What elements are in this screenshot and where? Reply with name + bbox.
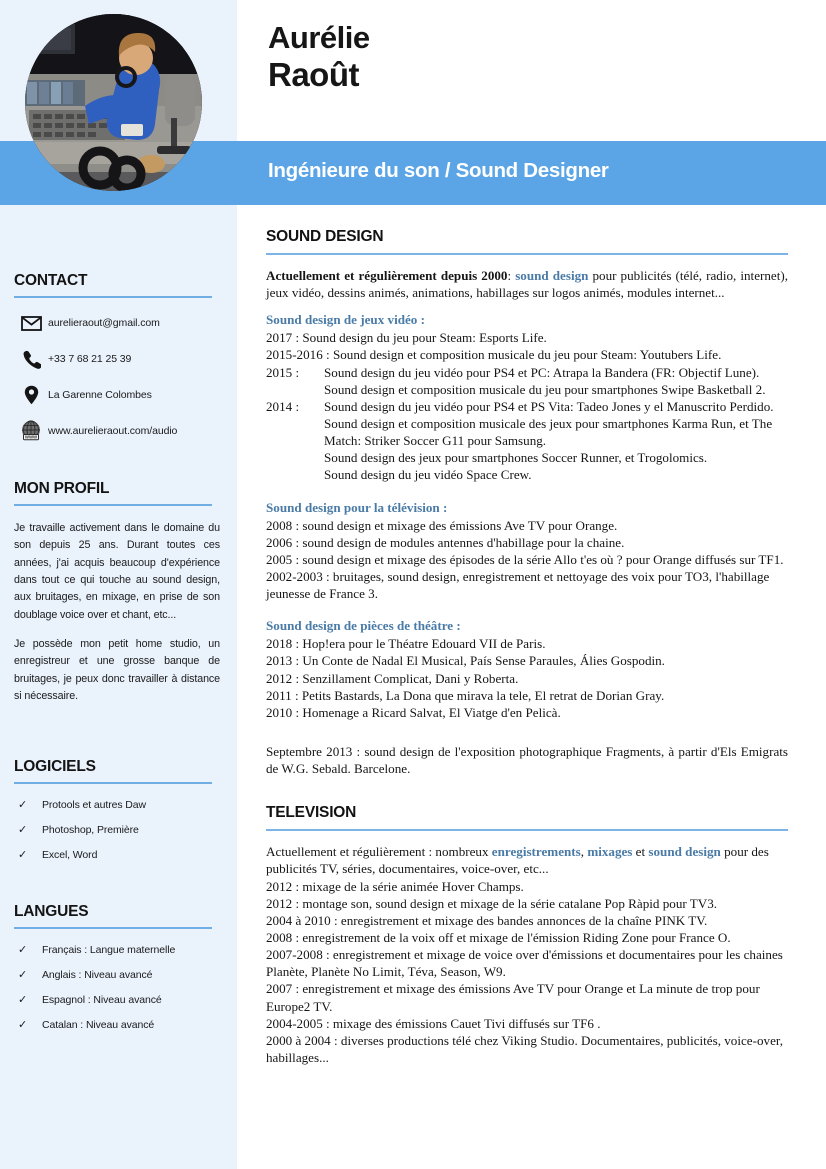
- tv-sounddesign-entry: 2002-2003 : bruitages, sound design, enregistrement et nettoyage des voix pour TO3, l'habillage jeunesse de France 3.: [266, 568, 770, 602]
- contact-row-website: [14, 420, 220, 442]
- check-icon: ✓: [18, 1019, 28, 1031]
- software-item-label: Photoshop, Première: [42, 824, 139, 836]
- profile-paragraph-1: Je travaille activement dans le domaine du son depuis 25 ans. Durant toutes ces années, j'ai acquis beaucoup d'expérience dans tout ce qui touche au sound design, aux bruitages, en mixage, en prise de son doublage voice over et chant, etc...: [14, 522, 220, 621]
- software-heading: LOGICIELS: [14, 758, 96, 775]
- language-item-label: Espagnol : Niveau avancé: [42, 994, 162, 1006]
- phone-value[interactable]: +33 7 68 21 25 39: [48, 353, 132, 365]
- sound-design-intro-bold: Actuellement et régulièrement depuis 2000: [266, 268, 508, 283]
- last-name: Raoût: [268, 56, 359, 94]
- television-entry: 2012 : montage son, sound design et mixage de la série catalane Pop Ràpid pour TV3.: [266, 895, 718, 911]
- software-item: [14, 798, 220, 811]
- software-item-label: Excel, Word: [42, 849, 98, 861]
- language-item: [14, 943, 220, 956]
- tv-sounddesign-entry: 2005 : sound design et mixage des épisodes de la série Allo t'es où ? pour Orange diffusés sur TF1.: [266, 551, 784, 567]
- game-entry: [266, 398, 788, 415]
- language-item-label: Catalan : Niveau avancé: [42, 1019, 155, 1031]
- language-item: [14, 968, 220, 981]
- check-icon: ✓: [18, 969, 28, 981]
- game-entry-year: 2017 :: [266, 330, 300, 346]
- profile-rule: [14, 504, 212, 506]
- globe-www-icon: [14, 420, 48, 442]
- contact-row-location: [14, 384, 220, 406]
- television-entry: 2008 : enregistrement de la voix off et mixage de l'émission Riding Zone pour France O.: [266, 929, 731, 945]
- television-intro-accent-2: mixages: [587, 844, 633, 860]
- television-heading: TELEVISION: [266, 804, 357, 822]
- television-intro-accent-1: enregistrements: [491, 844, 581, 860]
- game-entry: [266, 346, 788, 363]
- television-entry: 2004-2005 : mixage des émissions Cauet Tivi diffusés sur TF6 .: [266, 1015, 601, 1031]
- profile-photo: [25, 14, 202, 191]
- sound-design-rule: [266, 253, 788, 255]
- contact-section: [14, 272, 220, 456]
- profile-photo-illustration: [25, 14, 202, 191]
- profile-heading: MON PROFIL: [14, 480, 110, 497]
- theatre-entry: 2011 : Petits Bastards, La Dona que mirava la tele, El retrat de Dorian Gray.: [266, 687, 665, 703]
- location-pin-icon: [14, 385, 48, 405]
- contact-rule: [14, 296, 212, 298]
- game-entry-year: 2015-2016 :: [266, 347, 330, 363]
- television-intro-sep-2: et: [632, 844, 649, 860]
- job-title: Ingénieure du son / Sound Designer: [268, 159, 609, 182]
- software-item: [14, 848, 220, 861]
- game-entry-text: Sound design et composition musicale du jeu pour Steam: Youtubers Life.: [332, 347, 722, 363]
- main-content: [266, 228, 788, 1066]
- game-entry-year: 2015 :: [266, 364, 300, 380]
- svg-text:WWW: WWW: [24, 434, 38, 440]
- television-entry: 2004 à 2010 : enregistrement et mixage des bandes annonces de la chaîne PINK TV.: [266, 912, 708, 928]
- sound-design-heading: SOUND DESIGN: [266, 228, 384, 245]
- language-item-label: Français : Langue maternelle: [42, 944, 176, 956]
- software-section: [14, 758, 220, 873]
- phone-icon: [14, 350, 48, 369]
- television-entry: 2007 : enregistrement et mixage des émissions Ave TV pour Orange et La minute de trop pour Europe2 TV.: [266, 981, 760, 1014]
- check-icon: ✓: [18, 994, 28, 1006]
- contact-row-email: [14, 312, 220, 334]
- software-rule: [14, 782, 212, 784]
- exposition-entry: Septembre 2013 : sound design de l'exposition photographique Fragments, à partir d'Els Emigrats de W.G. Sebald. Barcelone.: [266, 743, 788, 777]
- television-intro-accent-3: sound design: [648, 844, 721, 860]
- first-name: Aurélie: [268, 20, 370, 55]
- game-entry-continuation: Sound design des jeux pour smartphones Soccer Runner, et Trogolomics.: [324, 450, 708, 466]
- languages-rule: [14, 927, 212, 929]
- games-subheading: Sound design de jeux vidéo :: [266, 312, 425, 328]
- check-icon: ✓: [18, 799, 28, 811]
- television-intro: [266, 843, 788, 877]
- profile-section: [14, 480, 220, 717]
- television-intro-sep-1: ,: [580, 844, 588, 860]
- location-value: La Garenne Colombes: [48, 389, 152, 401]
- game-entry-continuation: Sound design et composition musicale des jeux pour smartphones Karma Run, et The Match: Striker Soccer G11 pour Samsung.: [324, 415, 773, 449]
- theatre-entry: 2010 : Homenage a Ricard Salvat, El Viatge d'en Pelicà.: [266, 704, 561, 720]
- game-entry: [266, 329, 788, 346]
- contact-row-phone: [14, 348, 220, 370]
- television-entry: 2012 : mixage de la série animée Hover Champs.: [266, 878, 524, 894]
- television-intro-prefix: Actuellement et régulièrement : nombreux: [266, 844, 492, 860]
- languages-section: [14, 903, 220, 1043]
- sound-design-intro-accent: sound design: [515, 268, 589, 283]
- envelope-icon: [14, 316, 48, 331]
- name-block: [268, 20, 370, 95]
- television-entry: 2000 à 2004 : diverses productions télé chez Viking Studio. Documentaires, publicités, voice-over, habillages...: [266, 1032, 783, 1065]
- tv-sounddesign-entry: 2008 : sound design et mixage des émissions Ave TV pour Orange.: [266, 517, 618, 533]
- game-entry-year: 2014 :: [266, 398, 300, 414]
- game-entry-text: Sound design du jeu pour Steam: Esports Life.: [302, 330, 547, 346]
- language-item: [14, 993, 220, 1006]
- sound-design-intro-rest: pour publicités (télé, radio, internet), jeux vidéo, dessins animés, animations, habillages sur logos animés, modules internet...: [266, 268, 788, 301]
- languages-heading: LANGUES: [14, 903, 89, 920]
- email-value[interactable]: aurelieraout@gmail.com: [48, 317, 160, 329]
- software-item-label: Protools et autres Daw: [42, 799, 147, 811]
- check-icon: ✓: [18, 849, 28, 861]
- theatre-entry: 2012 : Senzillament Complicat, Dani y Roberta.: [266, 670, 519, 686]
- language-item: [14, 1018, 220, 1031]
- game-entry-continuation: Sound design et composition musicale du jeu pour smartphones Swipe Basketball 2.: [324, 381, 766, 397]
- profile-paragraph-2: Je possède mon petit home studio, un enregistreur et une grosse banque de bruitages, je peux donc travailler à distance si nécessaire.: [14, 637, 220, 702]
- sound-design-intro-colon: :: [507, 268, 516, 283]
- language-item-label: Anglais : Niveau avancé: [42, 969, 153, 981]
- television-intro-suffix: pour des publicités TV, séries, documentaires, voice-over, etc...: [266, 844, 769, 877]
- tv-sounddesign-subheading: Sound design pour la télévision :: [266, 499, 448, 515]
- contact-heading: CONTACT: [14, 272, 88, 289]
- game-entry-text: Sound design du jeu vidéo pour PS4 et PC: Atrapa la Bandera (FR: Objectif Lune).: [324, 364, 760, 380]
- theatre-subheading: Sound design de pièces de théâtre :: [266, 618, 461, 634]
- television-entry: 2007-2008 : enregistrement et mixage de voice over d'émissions et documentaires pour les chaines Planète, Planète No Limit, Téva, Season, W9.: [266, 947, 783, 980]
- game-entry: [266, 364, 788, 381]
- theatre-entry: 2013 : Un Conte de Nadal El Musical, País Sense Paraules, Álies Gospodin.: [266, 653, 665, 669]
- television-rule: [266, 829, 788, 831]
- sound-design-intro: [266, 267, 788, 301]
- check-icon: ✓: [18, 824, 28, 836]
- game-entry-continuation: Sound design du jeu vidéo Space Crew.: [324, 467, 532, 483]
- check-icon: ✓: [18, 944, 28, 956]
- software-item: [14, 823, 220, 836]
- game-entry-text: Sound design du jeu vidéo pour PS4 et PS Vita: Tadeo Jones y el Manuscrito Perdido.: [324, 398, 774, 414]
- tv-sounddesign-entry: 2006 : sound design de modules antennes d'habillage pour la chaine.: [266, 534, 625, 550]
- theatre-entry: 2018 : Hop!era pour le Théatre Edouard VII de Paris.: [266, 636, 546, 652]
- website-value[interactable]: www.aurelieraout.com/audio: [48, 425, 178, 437]
